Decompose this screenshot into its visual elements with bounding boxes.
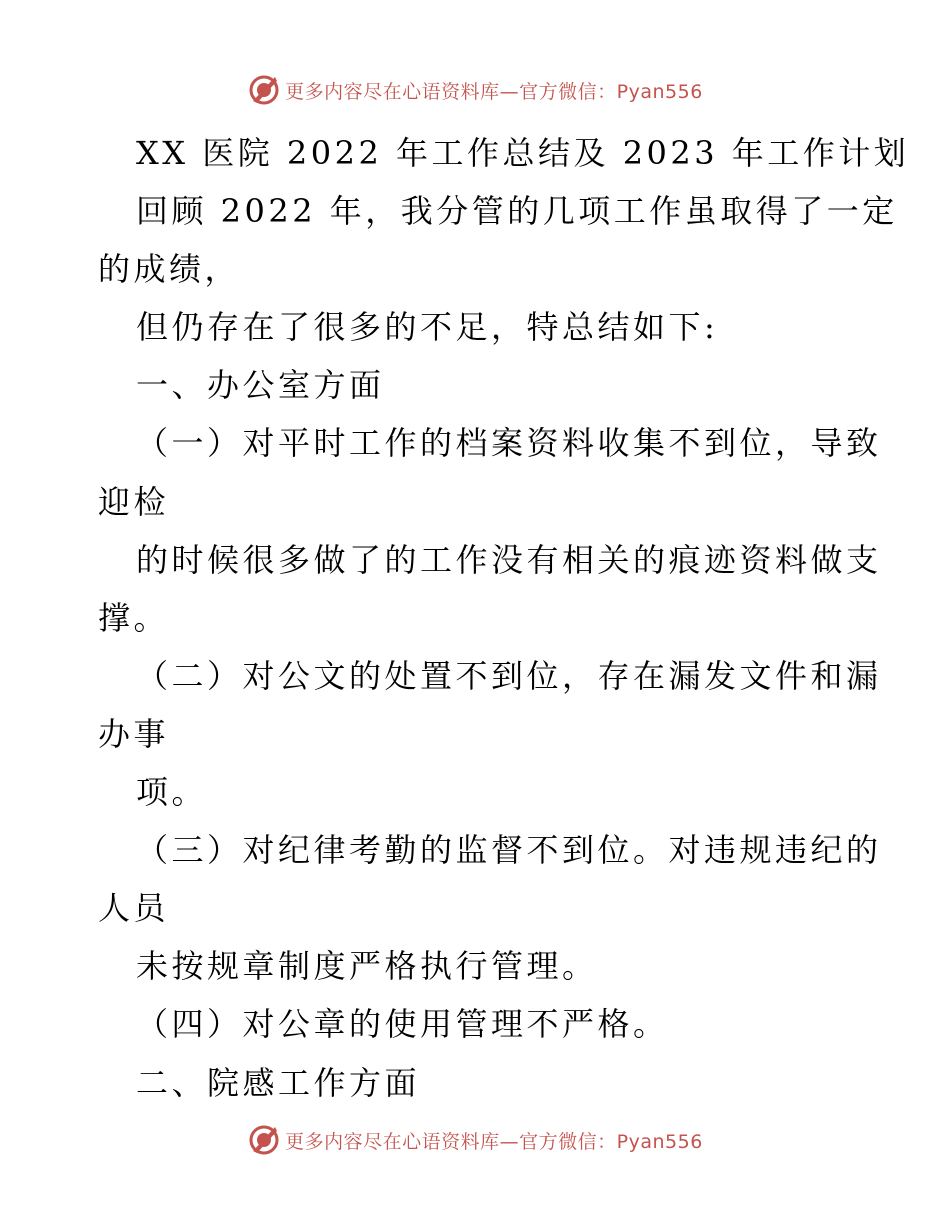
- paragraph-line: 撑。: [98, 598, 170, 637]
- paragraph-line: （一）对平时工作的档案资料收集不到位，导致: [136, 424, 882, 463]
- paragraph-line: 项。: [136, 773, 208, 812]
- paragraph-line: 的成绩，: [98, 250, 241, 289]
- watermark-text: 更多内容尽在心语资料库—官方微信：Pyan556: [285, 1130, 703, 1153]
- paragraph-line: 未按规章制度严格执行管理。: [136, 947, 598, 986]
- header-watermark: [0, 70, 950, 110]
- quill-seal-icon: [247, 1123, 281, 1157]
- quill-seal-icon: [247, 73, 281, 107]
- paragraph-line: 办事: [98, 714, 170, 753]
- paragraph-line: 人员: [98, 889, 170, 928]
- paragraph-line: （四）对公章的使用管理不严格。: [136, 1005, 669, 1044]
- footer-watermark: [0, 1120, 950, 1160]
- paragraph-line: 回顾 2022 年，我分管的几项工作虽取得了一定: [136, 192, 898, 231]
- paragraph-line: （三）对纪律考勤的监督不到位。对违规违纪的: [136, 831, 882, 870]
- paragraph-line: 一、办公室方面: [136, 366, 385, 405]
- paragraph-line: 二、院感工作方面: [136, 1063, 421, 1102]
- paragraph-line: （二）对公文的处置不到位，存在漏发文件和漏: [136, 656, 882, 695]
- paragraph-line: 迎检: [98, 482, 170, 521]
- paragraph-line: 但仍存在了很多的不足，特总结如下:: [136, 308, 719, 347]
- document-body: [98, 124, 910, 1112]
- watermark-text: 更多内容尽在心语资料库—官方微信：Pyan556: [285, 80, 703, 103]
- document-title: XX 医院 2022 年工作总结及 2023 年工作计划: [136, 134, 910, 172]
- paragraph-line: 的时候很多做了的工作没有相关的痕迹资料做支: [136, 540, 882, 579]
